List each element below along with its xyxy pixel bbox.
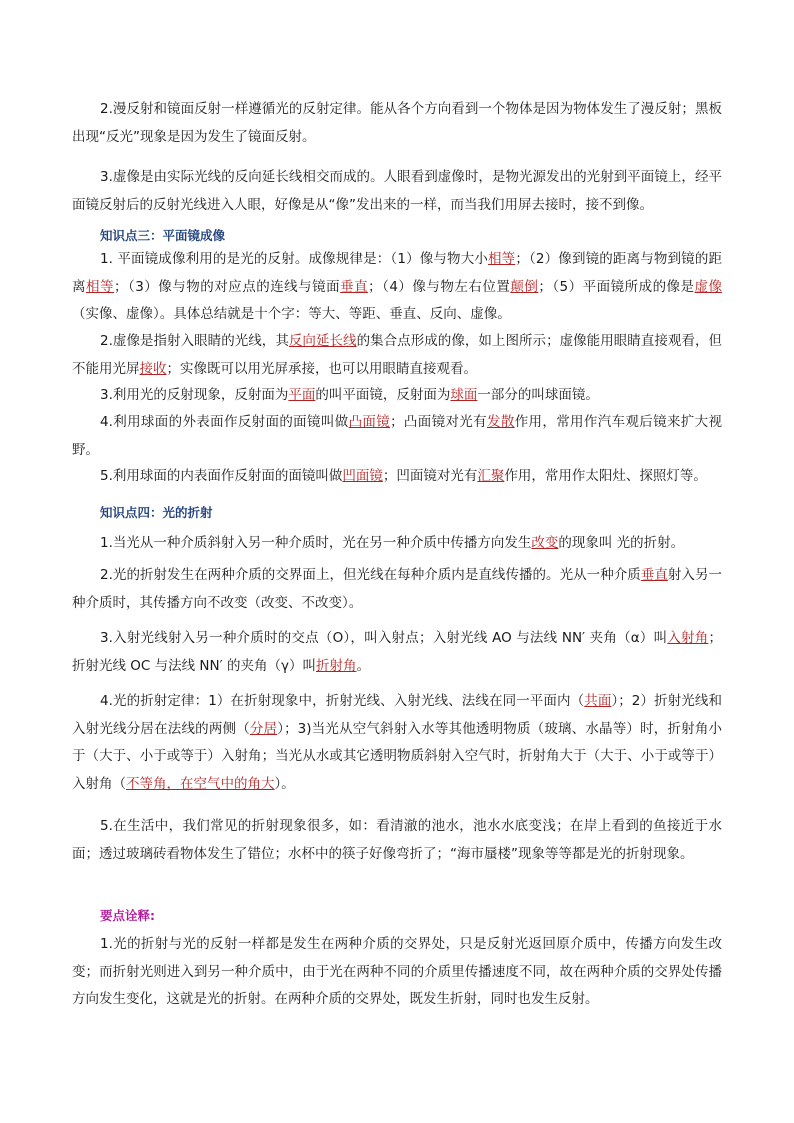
paragraph-key-point-1: 1.光的折射与光的反射一样都是发生在两种介质的交界处，只是反射光返回原介质中，传播方向发生改变；而折射光则进入到另一种介质中，由于光在两种不同的介质里传播速度不同，故在两种介质的交界处传播方向发生变化，这就是光的折射。在两种介质的交界处，既发生折射，同时也发生反射。 bbox=[72, 936, 722, 1007]
paragraph-refraction-examples: 5.在生活中，我们常见的折射现象很多，如：看清澈的池水，池水水底变浅；在岸上看到的鱼接近于水面；透过玻璃砖看物体发生了错位；水杯中的筷子好像弯折了；“海市蜃楼”现象等等都是光的折射现象。 bbox=[72, 818, 722, 862]
heading-key-points: 要点诠释: bbox=[100, 908, 155, 923]
paragraph-refraction-3: 3.入射光线射入另一种介质时的交点（O），叫入射点；入射光线 AO 与法线 NN′ 夹角（α）叫入射角；折射光线 OC 与法线 NN′ 的夹角（γ）叫折射角。 bbox=[72, 630, 722, 674]
paragraph-virtual-image: 3.虚像是由实际光线的反向延长线相交而成的。人眼看到虚像时，是物光源发出的光射到平面镜上，经平面镜反射后的反射光线进入人眼，好像是从“像”发出来的一样，而当我们用屏去接时，接不到像。 bbox=[72, 169, 722, 213]
paragraph-plane-mirror-3: 3.利用光的反射现象，反射面为平面的叫平面镜，反射面为球面一部分的叫球面镜。 bbox=[100, 387, 599, 403]
paragraph-plane-mirror-2: 2.虚像是指射入眼睛的光线，其反向延长线的集合点形成的像，如上图所示；虚像能用眼睛直接观看，但不能用光屏接收；实像既可以用光屏承接，也可以用眼睛直接观看。 bbox=[72, 333, 723, 377]
paragraph-refraction-law: 4.光的折射定律：1）在折射现象中，折射光线、入射光线、法线在同一平面内（共面）；2）折射光线和入射光线分居在法线的两侧（分居）；3)当光从空气斜射入水等其他透明物质（玻璃、水晶等）时，折射角小于（大于、小于或等于）入射角；当光从水或其它透明物质斜射入空气时，折射角大于（大于、小于或等于）入射角（不等角，在空气中的角大）。 bbox=[72, 693, 723, 792]
paragraph-plane-mirror-4: 4.利用球面的外表面作反射面的面镜叫做凸面镜；凸面镜对光有发散作用，常用作汽车观后镜来扩大视野。 bbox=[72, 414, 722, 458]
heading-refraction: 知识点四：光的折射 bbox=[100, 505, 213, 520]
paragraph-refraction-2: 2.光的折射发生在两种介质的交界面上，但光线在每种介质内是直线传播的。光从一种介质垂直射入另一种介质时，其传播方向不改变（改变、不改变）。 bbox=[72, 567, 722, 611]
paragraph-refraction-1: 1.当光从一种介质斜射入另一种介质时，光在另一种介质中传播方向发生改变的现象叫 光的折射。 bbox=[100, 535, 685, 551]
paragraph-plane-mirror-1: 1. 平面镜成像利用的是光的反射。成像规律是：（1）像与物大小相等；（2）像到镜的距离与物到镜的距离相等；（3）像与物的对应点的连线与镜面垂直；（4）像与物左右位置颠倒；（5）平面镜所成的像是虚像（实像、虚像）。具体总结就是十个字：等大、等距、垂直、反向、虚像。 bbox=[72, 251, 723, 322]
heading-plane-mirror: 知识点三：平面镜成像 bbox=[100, 228, 226, 243]
paragraph-diffuse-reflection: 2.漫反射和镜面反射一样遵循光的反射定律。能从各个方向看到一个物体是因为物体发生了漫反射；黑板出现“反光”现象是因为发生了镜面反射。 bbox=[72, 101, 722, 145]
paragraph-plane-mirror-5: 5.利用球面的内表面作反射面的面镜叫做凹面镜；凹面镜对光有汇聚作用，常用作太阳灶、探照灯等。 bbox=[100, 468, 707, 484]
